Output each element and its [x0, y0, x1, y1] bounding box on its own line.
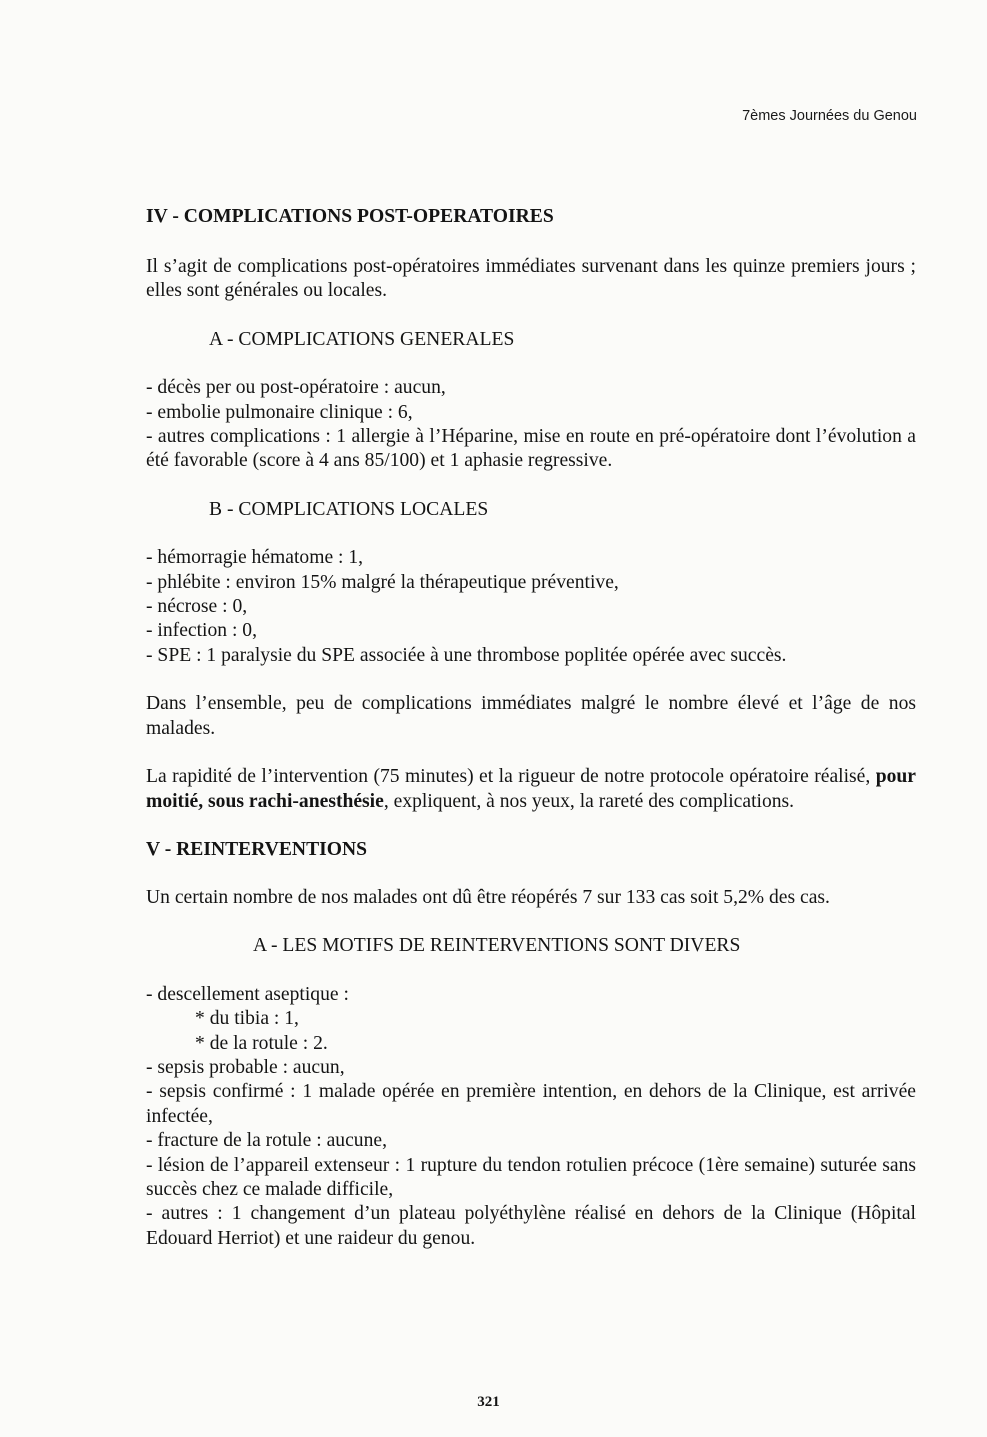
list-item: - embolie pulmonaire clinique : 6,	[146, 401, 413, 423]
section-heading-complications: IV - COMPLICATIONS POST-OPERATOIRES	[146, 206, 554, 227]
list-item: - lésion de l’appareil extenseur : 1 rupture du tendon rotulien précoce (1ère semaine) suturée sans succès chez ce malade difficile,	[146, 1154, 916, 1200]
general-complications-list	[146, 376, 916, 474]
list-item: - hémorragie hématome : 1,	[146, 547, 364, 569]
sub-list-item: * de la rotule : 2.	[195, 1032, 328, 1054]
page-number: 321	[477, 1394, 500, 1410]
subheading-reintervention-reasons: A - LES MOTIFS DE REINTERVENTIONS SONT DIVERS	[253, 935, 741, 957]
list-item: - autres : 1 changement d’un plateau polyéthylène réalisé en dehors de la Clinique (Hôpital Edouard Herriot) et une raideur du genou.	[146, 1203, 916, 1249]
reintervention-reasons-list	[146, 983, 916, 1251]
list-item: - décès per ou post-opératoire : aucun,	[146, 377, 446, 399]
section-heading-reinterventions: V - REINTERVENTIONS	[146, 838, 368, 860]
list-item: - fracture de la rotule : aucune,	[146, 1130, 387, 1152]
list-item: - descellement aseptique :	[146, 983, 349, 1005]
summary-paragraph: Dans l’ensemble, peu de complications immédiates malgré le nombre élevé et l’âge de nos malades.	[146, 693, 916, 739]
protocol-text-end: , expliquent, à nos yeux, la rareté des complications.	[383, 790, 795, 812]
subheading-local-complications: B - COMPLICATIONS LOCALES	[209, 498, 489, 520]
list-item: - infection : 0,	[146, 620, 257, 642]
list-item: - phlébite : environ 15% malgré la thérapeutique préventive,	[146, 571, 619, 593]
protocol-paragraph	[146, 765, 916, 814]
running-header: 7èmes Journées du Genou	[742, 108, 917, 124]
protocol-text-bold: pour moitié, sous rachi-anesthésie	[146, 766, 916, 812]
list-item: - sepsis probable : aucun,	[146, 1056, 345, 1078]
sub-list-item: * du tibia : 1,	[195, 1008, 299, 1030]
list-item: - sepsis confirmé : 1 malade opérée en première intention, en dehors de la Clinique, est arrivée infectée,	[146, 1081, 916, 1127]
page-body	[146, 205, 916, 1251]
list-item: - autres complications : 1 allergie à l’Héparine, mise en route en pré-opératoire dont l’évolution a été favorable (score à 4 ans 85/100) et 1 aphasie regressive.	[146, 426, 916, 472]
local-complications-list	[146, 546, 916, 668]
list-item: - nécrose : 0,	[146, 596, 248, 618]
subheading-general-complications: A - COMPLICATIONS GENERALES	[209, 328, 515, 350]
complications-intro: Il s’agit de complications post-opératoires immédiates survenant dans les quinze premiers jours ; elles sont générales ou locales.	[146, 256, 916, 302]
list-item: - SPE : 1 paralysie du SPE associée à une thrombose poplitée opérée avec succès.	[146, 644, 787, 666]
protocol-text-start: La rapidité de l’intervention (75 minutes) et la rigueur de notre protocole opératoire réalisé,	[146, 766, 876, 788]
reinterventions-intro: Un certain nombre de nos malades ont dû être réopérés 7 sur 133 cas soit 5,2% des cas.	[146, 886, 830, 908]
